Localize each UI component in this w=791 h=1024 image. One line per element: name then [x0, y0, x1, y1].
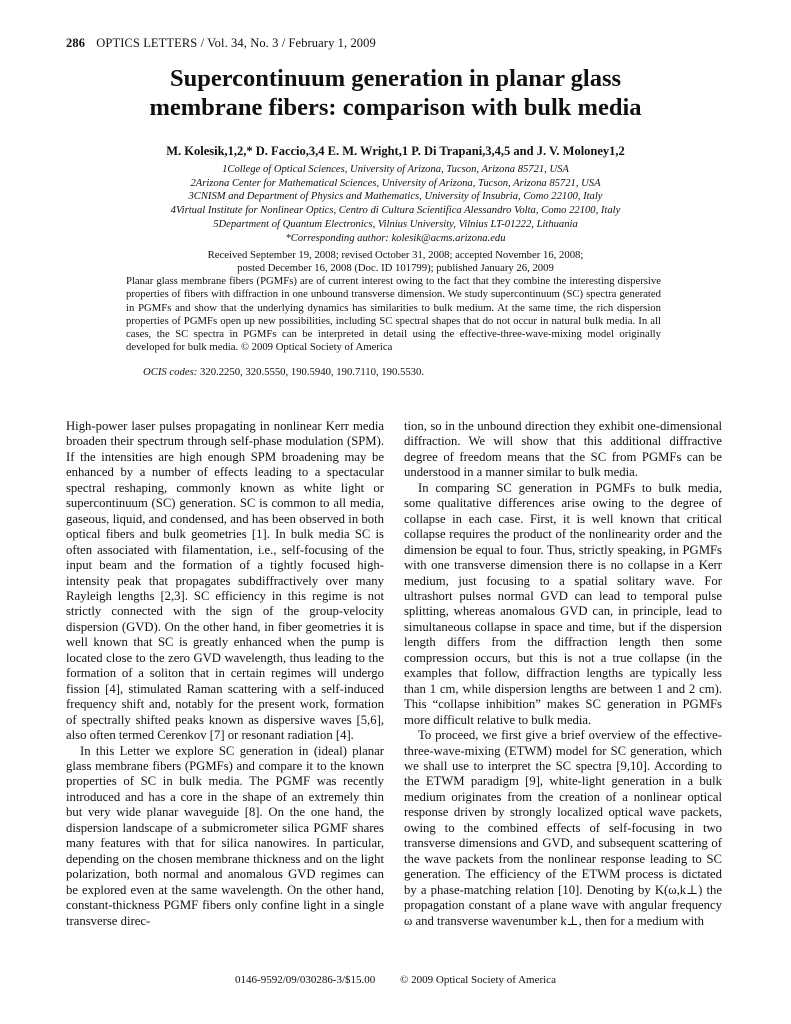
copyright-notice: © 2009 Optical Society of America: [400, 974, 556, 986]
title-line-2: membrane fibers: comparison with bulk media: [149, 94, 642, 121]
history-line-1: Received September 19, 2008; revised October 31, 2008; accepted November 16, 2008;: [207, 249, 584, 261]
corresponding-author: *Corresponding author: kolesik@acms.arizona.edu: [285, 232, 506, 244]
right-paragraph-3: To proceed, we first give a brief overview of the effective-three-wave-mixing (ETWM) model for SC generation, which we shall use to interpret the SC spectra [9,10]. According to the ETWM paradigm [9], white-light generation in a bulk medium originates from the creation of a nonlinear optical response driven by strongly localized optical wave packets, owing to the combined effects of self-focusing in two transverse dimensions and GVD, and subsequent scattering of the wave packets from the nonlinear response leading to SC generation. The efficiency of the ETWM process is dictated by a phase-matching relation [10]. Denoting by K(ω,k⊥) the propagation constant of a plane wave with angular frequency ω and transverse wavenumber k⊥, then for a medium with: [404, 728, 722, 928]
publication-history: [60, 249, 731, 275]
ocis-codes: [143, 366, 663, 378]
affiliation-2: 2Arizona Center for Mathematical Sciences, University of Arizona, Tucson, Arizona 85721, USA: [190, 177, 601, 189]
left-column: [66, 419, 384, 929]
right-column: [404, 419, 722, 929]
left-paragraph-2: In this Letter we explore SC generation in (ideal) planar glass membrane fibers (PGMFs) and compare it to the known properties of SC in bulk media. The PGMF was recently introduced and has a core in the shape of an extremely thin but very wide planar waveguide [8]. On the one hand, the dispersion landscape of a submicrometer silica PGMF shares many features with that for silica nanowires. In particular, depending on the chosen membrane thickness and on the light polarization, both normal and anomalous GVD regimes can be explored even at the same wavelength. On the other hand, constant-thickness PGMF fibers only confine light in a single transverse direc-: [66, 743, 384, 928]
left-paragraph-1: High-power laser pulses propagating in nonlinear Kerr media broaden their spectrum through self-phase modulation (SPM). If the intensities are high enough SPM broadening may be enhanced by a number of effects leading to a spectacular spectral reshaping, commonly known as white light or supercontinuum (SC) generation. SC is common to all media, gaseous, liquid, and condensed, and has been observed in both optical fibers and bulk geometries [1]. In bulk media SC is often associated with filamentation, i.e., self-focusing of the input beam and the formation of a tightly focused high-intensity peak that propagates subdiffractively over many Rayleigh lengths [2,3]. SC efficiency in this regime is not strictly connected with the sign of the group-velocity dispersion (GVD). On the other hand, in fiber geometries it is well known that SC is greatly enhanced when the pump is located close to the zero GVD wavelength, thus leading to the formation of a soliton that in certain regimes will undergo fission [4], stimulated Raman scattering with a self-induced frequency shift and, notably for the present work, formation of spectrally shifted peaks known as dispersive waves [5,6], also often termed Cerenkov [7] or resonant radiation [4].: [66, 419, 384, 743]
author-list: M. Kolesik,1,2,* D. Faccio,3,4 E. M. Wright,1 P. Di Trapani,3,4,5 and J. V. Moloney1,2: [166, 144, 625, 158]
running-header: [66, 36, 376, 51]
affiliation-5: 5Department of Quantum Electronics, Vilnius University, Vilnius LT-01222, Lithuania: [213, 218, 578, 230]
affiliation-1: 1College of Optical Sciences, University of Arizona, Tucson, Arizona 85721, USA: [222, 164, 569, 175]
affiliations: [40, 163, 751, 245]
page-number: 286: [66, 36, 86, 50]
right-paragraph-2: In comparing SC generation in PGMFs to bulk media, some qualitative differences arise owing to the degree of collapse in each case. First, it is well known that critical collapse requires the product of the nonlinearity order and the dimension be equal to four. Thus, strictly speaking, in PGMFs with one transverse dimension there is no collapse in a Kerr medium, just focusing to a spatial solitary wave. For ultrashort pulses normal GVD can lead to temporal pulse splitting, whereas anomalous GVD can, in principle, lead to simultaneous collapse in space and time, but if the dispersion length differs from the diffraction length then some compression occurs, but this is not a true collapse (in the examples that follow, diffraction lengths are typically less than 1 cm, while dispersion lengths are between 1 and 2 cm). This “collapse inhibition” makes SC generation in PGMFs more difficult relative to bulk media.: [404, 480, 722, 727]
issn-code: 0146-9592/09/030286-3/$15.00: [235, 974, 376, 986]
ocis-values: 320.2250, 320.5550, 190.5940, 190.7110, 190.5530.: [200, 366, 425, 378]
paper-title: [60, 64, 731, 122]
title-line-1: Supercontinuum generation in planar glass: [169, 65, 622, 92]
right-paragraph-1: tion, so in the unbound direction they exhibit one-dimensional diffraction. We will show that this additional diffractive degree of freedom means that the SC from PGMFs can be understood in a manner similar to bulk media.: [404, 419, 722, 480]
page-footer: [0, 974, 791, 986]
abstract: Planar glass membrane fibers (PGMFs) are of current interest owing to the fact that they combine the interesting dispersive properties of fibers with diffraction in one unbound transverse dimension. We study supercontinuum (SC) spectra generated in PGMFs and show that the underlying dynamics has similarities to bulk medium. At the same time, the rich dispersion properties of PGMFs open up new possibilities, including SC spectral shapes that do not occur in natural bulk media. In all cases, the SC spectra in PGMFs can be interpreted in detail using the effective-three-wave-mixing model originally developed for bulk media. © 2009 Optical Society of America: [126, 275, 661, 354]
ocis-label: OCIS codes:: [143, 366, 198, 378]
history-line-2: posted December 16, 2008 (Doc. ID 101799); published January 26, 2009: [237, 262, 554, 274]
affiliation-3: 3CNISM and Department of Physics and Mathematics, University of Insubria, Como 22100, Italy: [188, 191, 603, 203]
journal-citation: OPTICS LETTERS / Vol. 34, No. 3 / February 1, 2009: [96, 36, 376, 50]
affiliation-4: 4Virtual Institute for Nonlinear Optics, Centro di Cultura Scientifica Alessandro Volta, Como 22100, Italy: [170, 205, 621, 217]
